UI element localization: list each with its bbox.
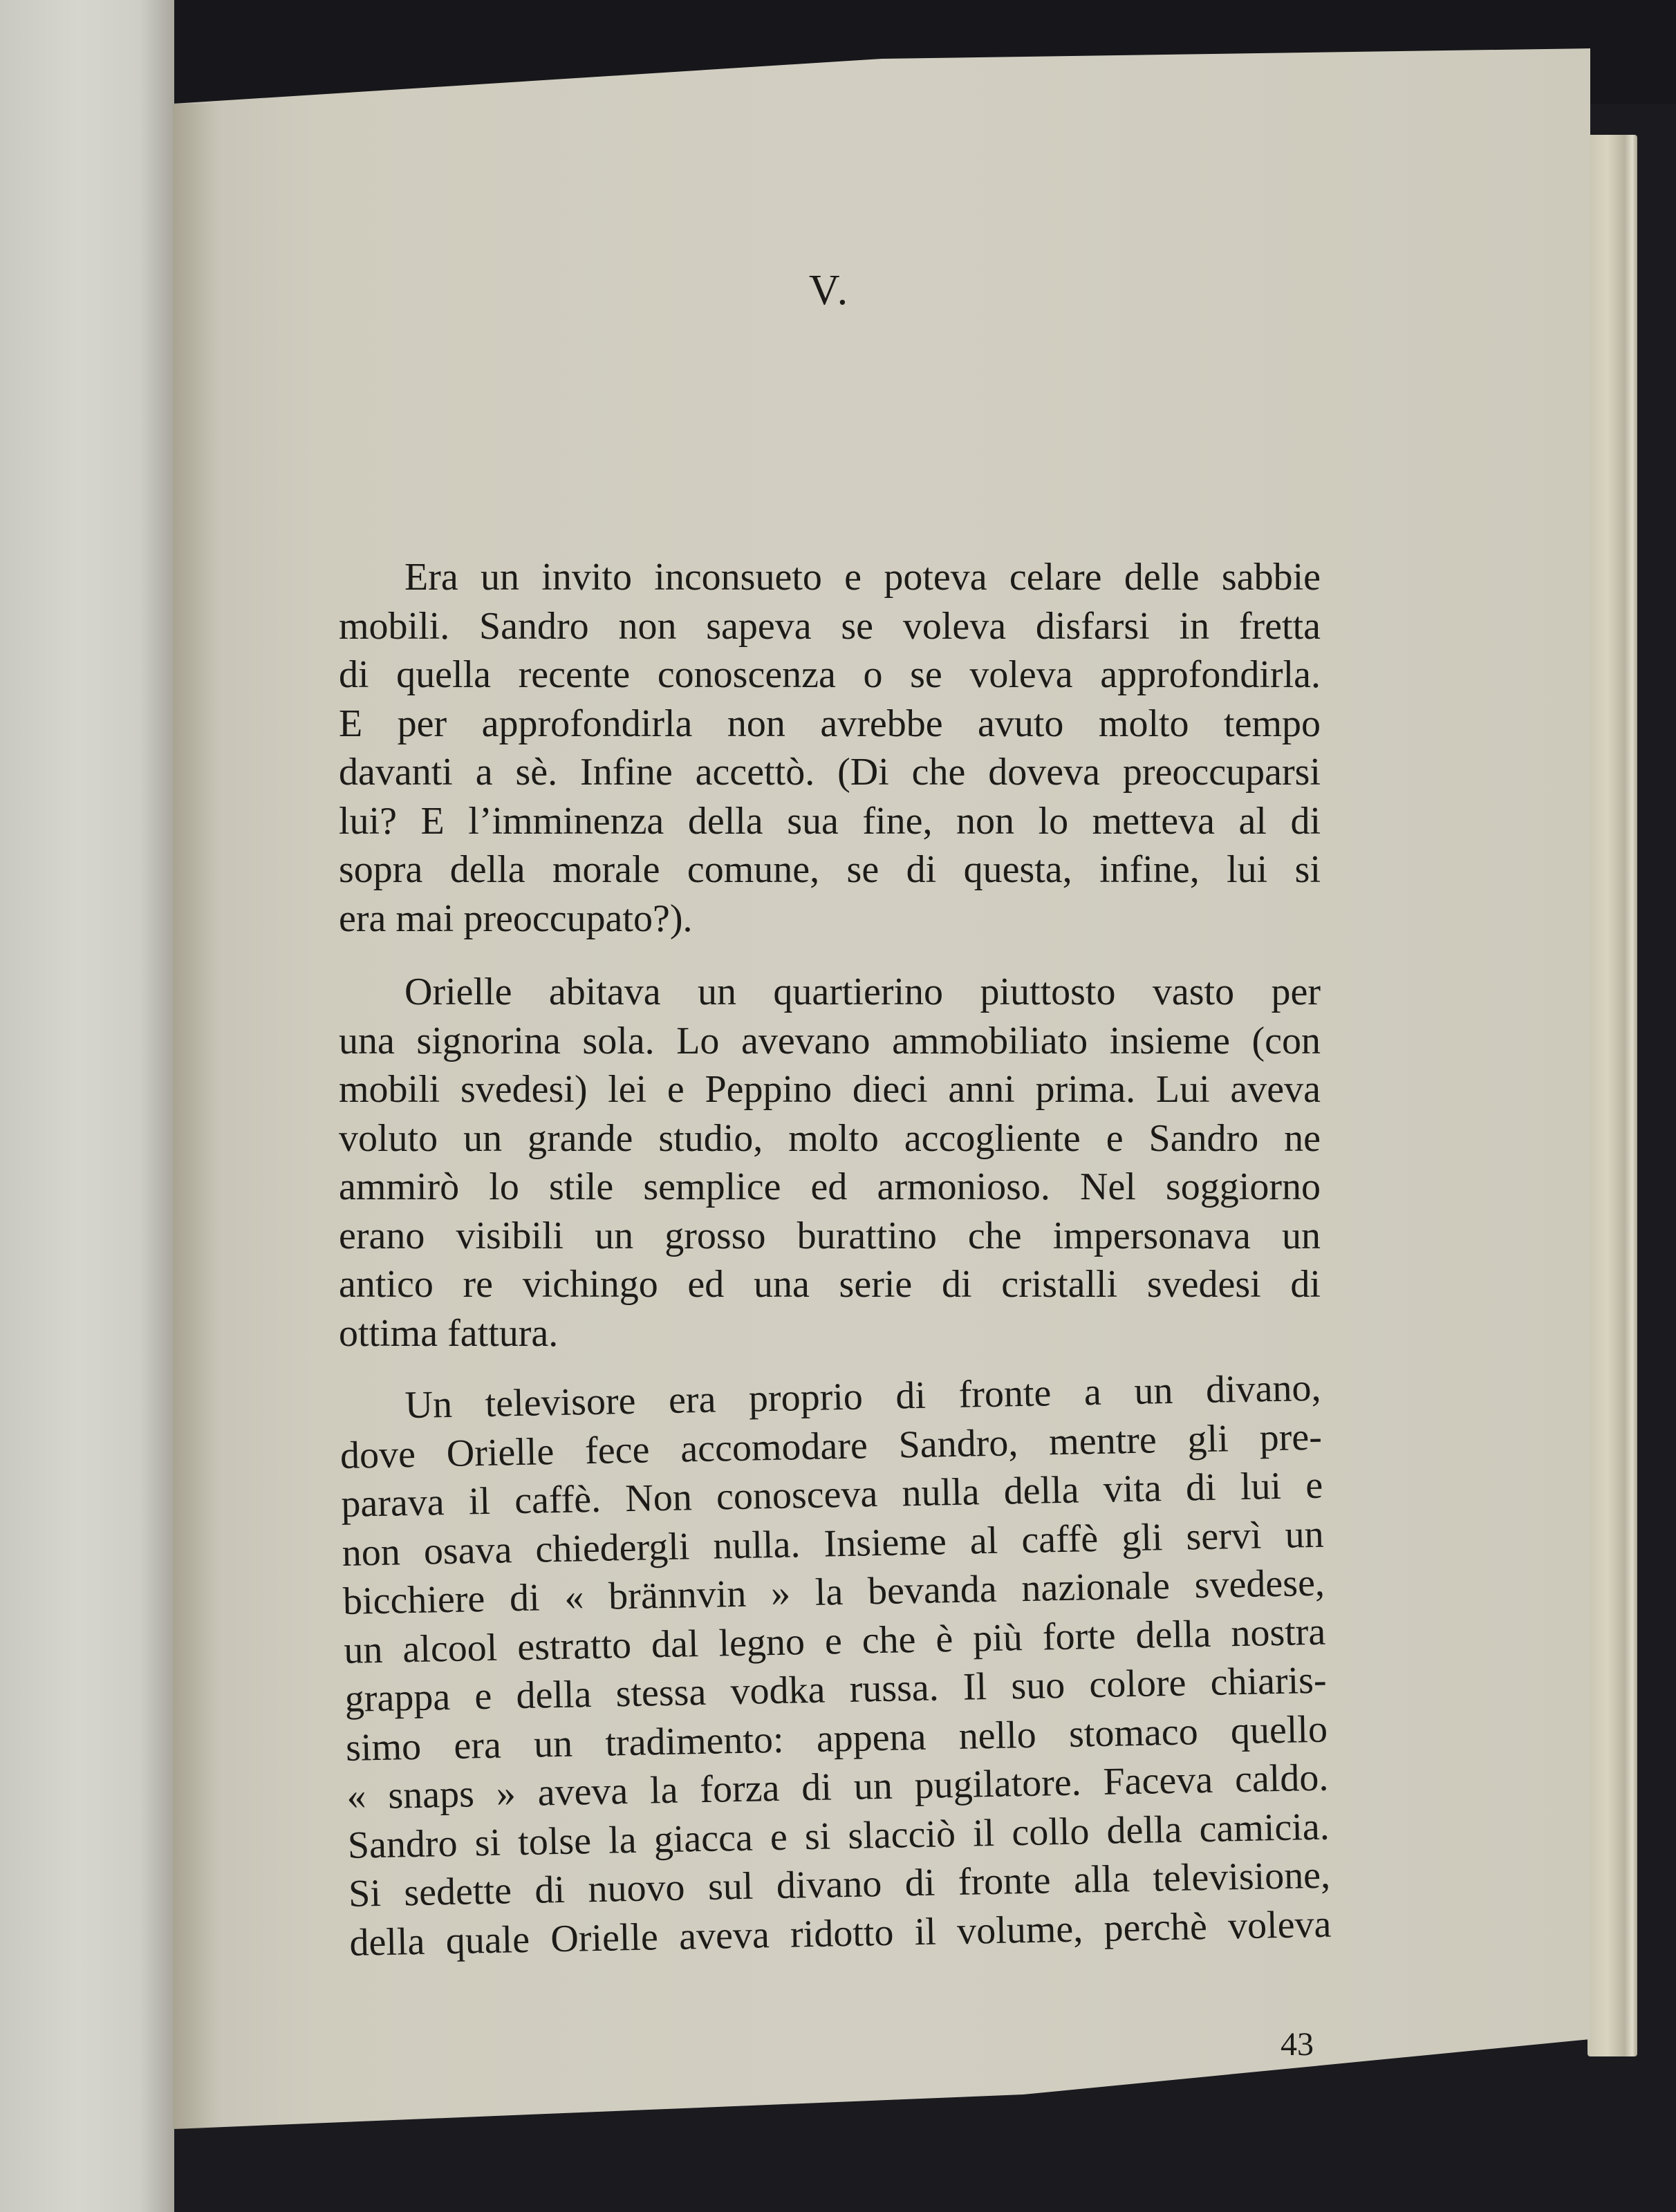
chapter-heading: V. (808, 267, 851, 314)
text-line: mobili svedesi) lei e Peppino dieci anni prima. Lui aveva (339, 1068, 1321, 1111)
text-line: sopra della morale comune, se di questa, infine, lui si (339, 848, 1321, 891)
text-line: mobili. Sandro non sapeva se voleva disfarsi in fretta (339, 604, 1321, 648)
text-line: non osava chiedergli nulla. Insieme al caffè gli servì un (342, 1512, 1325, 1575)
paragraph-2 (339, 968, 1321, 1358)
text-line: di quella recente conoscenza o se voleva approfondirla. (339, 653, 1321, 696)
text-line: bicchiere di « brännvin » la bevanda nazionale svedese, (342, 1561, 1325, 1623)
gutter-shadow (173, 104, 221, 2129)
paragraph-3 (339, 1364, 1332, 1967)
text-line: simo era un tradimento: appena nello stomaco quello (345, 1707, 1328, 1770)
text-line: ottima fattura. (339, 1311, 559, 1355)
paragraph-1 (339, 553, 1321, 943)
text-line: lui? E l’imminenza della sua fine, non lo metteva al di (339, 799, 1321, 843)
text-line: Sandro si tolse la giacca e si slacciò il collo della camicia. (347, 1805, 1330, 1867)
text-line: E per approfondirla non avrebbe avuto molto tempo (339, 702, 1321, 745)
text-line: un alcool estratto dal legno e che è più forte della nostra (343, 1610, 1326, 1672)
text-line: una signorina sola. Lo avevano ammobiliato insieme (con (339, 1019, 1321, 1062)
text-line: parava il caffè. Non conosceva nulla della vita di lui e (340, 1463, 1323, 1526)
text-line: della quale Orielle aveva ridotto il volume, perchè voleva (348, 1902, 1332, 1965)
text-line: ammirò lo stile semplice ed armonioso. Nel soggiorno (339, 1165, 1321, 1208)
page-number: 43 (1281, 2026, 1314, 2063)
text-line: voluto un grande studio, molto accogliente e Sandro ne (339, 1116, 1321, 1160)
left-page-edge (0, 0, 174, 2212)
text-line: Un televisore era proprio di fronte a un divano, (404, 1366, 1322, 1427)
text-line: antico re vichingo ed una serie di cristalli svedesi di (339, 1263, 1321, 1306)
text-line: davanti a sè. Infine accettò. (Di che doveva preoccuparsi (339, 751, 1321, 794)
page-stack-edge (1587, 135, 1637, 2056)
text-line: Orielle abitava un quartierino piuttosto vasto per (404, 971, 1321, 1013)
text-line: grappa e della stessa vodka russa. Il suo colore chiaris- (344, 1658, 1328, 1721)
text-line: « snaps » aveva la forza di un pugilatore. Faceva caldo. (346, 1756, 1329, 1818)
text-line: Era un invito inconsueto e poteva celare delle sabbie (404, 556, 1321, 599)
text-line: dove Orielle fece accomodare Sandro, mentre gli pre- (339, 1415, 1323, 1477)
text-line: era mai preoccupato?). (339, 897, 693, 940)
text-line: Si sedette di nuovo sul divano di fronte alla televisione, (348, 1853, 1331, 1915)
text-line: erano visibili un grosso burattino che impersonava un (339, 1214, 1321, 1257)
